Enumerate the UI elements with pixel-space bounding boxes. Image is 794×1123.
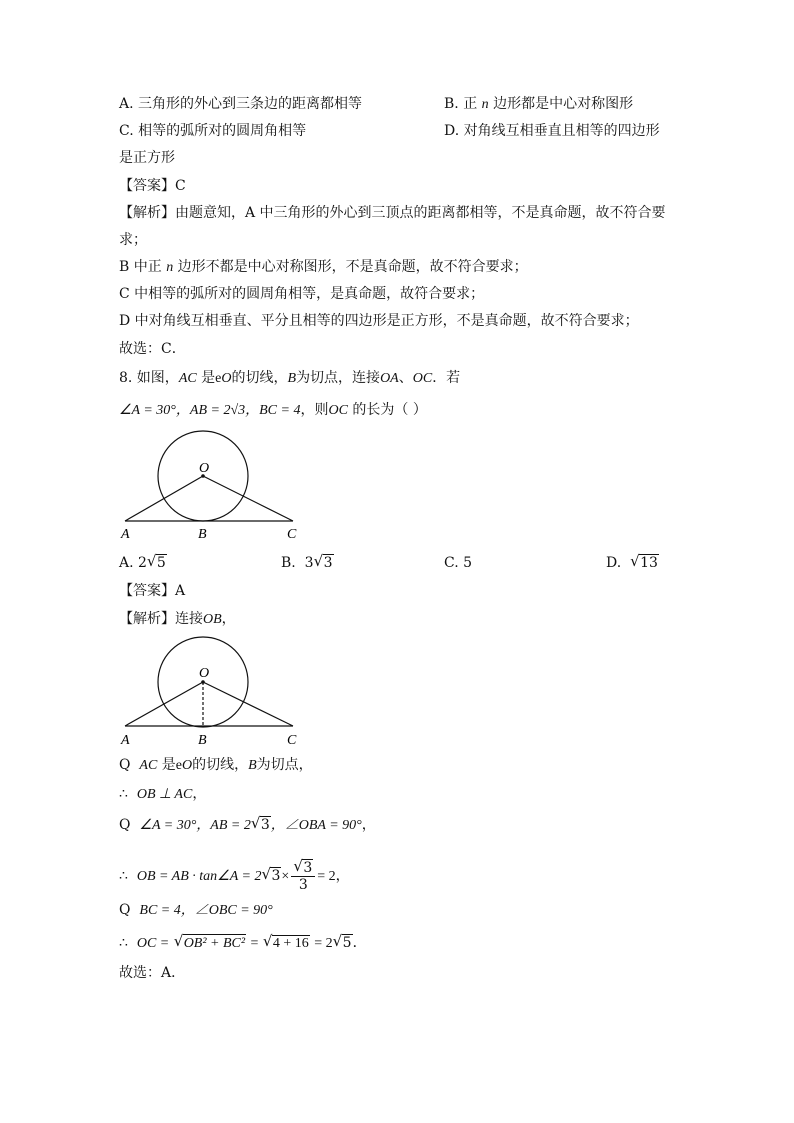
step-5: Q BC = 4，∠OBC = 90° bbox=[119, 902, 273, 918]
label-a: A bbox=[121, 733, 130, 748]
step-4: ∴ OB = AB · tan∠A = 2√ 3× √ $\frac{3}{3}$ = 2， bbox=[119, 858, 350, 895]
line-oa bbox=[125, 476, 203, 521]
q8-answer: 【答案】A bbox=[119, 583, 186, 599]
option-a: A. 三角形的外心到三条边的距离都相等 bbox=[119, 96, 363, 112]
q7-analysis-line-5: D 中对角线互相垂直、平分且相等的四边形是正方形，不是真命题，故不符合要求； bbox=[119, 313, 639, 329]
option-d-continued: 是正方形 bbox=[119, 150, 175, 166]
step-2: ∴ OB ⊥ AC， bbox=[119, 786, 207, 802]
option-b: B. 正 n 边形都是中心对称图形 bbox=[444, 96, 634, 112]
q7-analysis-line-1: 【解析】由题意知，A 中三角形的外心到三顶点的距离都相等，不是真命题，故不符合要 bbox=[119, 205, 666, 221]
label-b: B bbox=[198, 733, 207, 748]
label-b: B bbox=[198, 527, 207, 542]
label-o: O bbox=[199, 461, 210, 476]
choice-c: C. 5 bbox=[444, 555, 473, 571]
option-c: C. 相等的弧所对的圆周角相等 bbox=[119, 123, 307, 139]
q7-analysis-line-3: B 中正 n 边形不都是中心对称图形，不是真命题，故不符合要求； bbox=[119, 259, 528, 275]
label-c: C bbox=[287, 527, 297, 542]
label-a: A bbox=[121, 527, 130, 542]
q7-choose: 故选：C． bbox=[119, 341, 186, 357]
q8-analysis: 【解析】连接OB， bbox=[119, 611, 236, 627]
choice-b: B. 3√ 3 bbox=[281, 553, 334, 573]
choice-d: D. √ 13 bbox=[606, 553, 659, 573]
q7-analysis-line-2: 求； bbox=[119, 232, 147, 248]
choice-a: A. 2√ 5 bbox=[119, 553, 167, 573]
q7-analysis-line-4: C 中相等的弧所对的圆周角相等，是真命题，故符合要求； bbox=[119, 286, 485, 302]
label-o: O bbox=[199, 666, 210, 681]
q7-answer: 【答案】C bbox=[119, 178, 186, 194]
step-1: Q AC 是eO的切线，B为切点， bbox=[119, 757, 313, 773]
figure-tangent-circle bbox=[115, 428, 315, 546]
q8-condition: ∠A = 30°，AB = 2√3，BC = 4，则OC 的长为（ ） bbox=[119, 402, 427, 418]
q8-stem: 8. 如图，AC 是eO的切线，B为切点，连接OA、OC．若 bbox=[119, 370, 461, 386]
label-c: C bbox=[287, 733, 297, 748]
option-d: D. 对角线互相垂直且相等的四边形 bbox=[444, 123, 660, 139]
q8-choose: 故选：A． bbox=[119, 965, 186, 981]
line-oa bbox=[125, 682, 203, 726]
step-3: Q ∠A = 30°，AB = 2√ 3，∠OBA = 90°， bbox=[119, 815, 376, 836]
figure-tangent-circle-with-ob bbox=[115, 634, 315, 752]
step-6: ∴ OC = √ OB² + BC² = √ 4 + 16 = 2√ 5． bbox=[119, 933, 367, 954]
